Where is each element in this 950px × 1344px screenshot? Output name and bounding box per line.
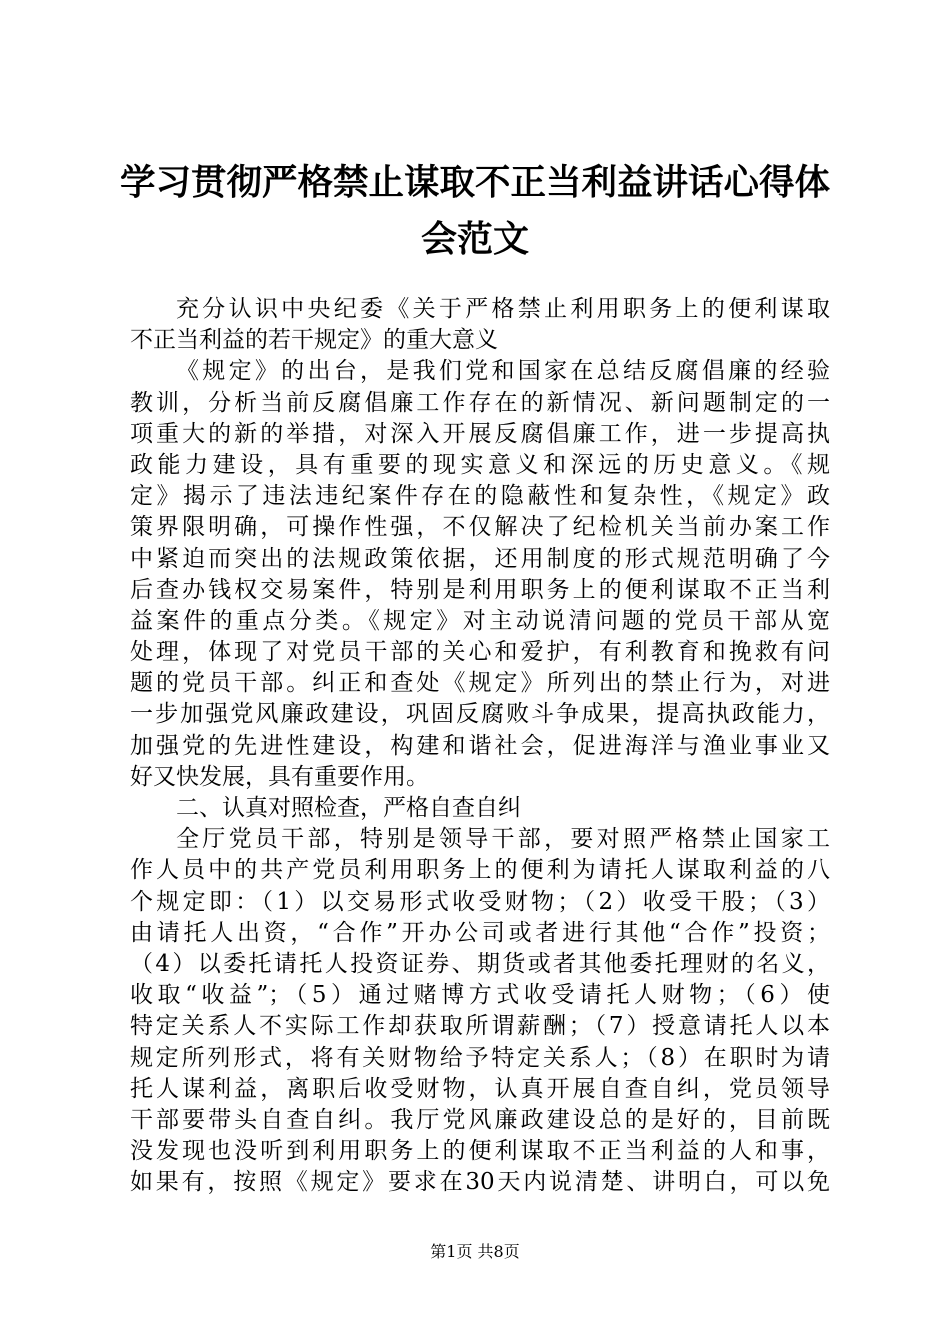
body-line: 作人员中的共产党员利用职务上的便利为请托人谋取利益的八 <box>130 857 830 884</box>
page-number-footer: 第1页 共8页 <box>430 1242 520 1261</box>
body-line: 益案件的重点分类。《规定》对主动说清问题的党员干部从宽 <box>130 607 830 634</box>
document-title-line-2: 会范文 <box>420 219 529 260</box>
body-line: 教训，分析当前反腐倡廉工作存在的新情况、新问题制定的一 <box>130 389 830 416</box>
body-line: 加强党的先进性建设，构建和谐社会，促进海洋与渔业事业又 <box>130 732 830 759</box>
body-line: 干部要带头自查自纠。我厅党风廉政建设总的是好的，目前既 <box>130 1106 830 1133</box>
body-line: 特定关系人不实际工作却获取所谓薪酬；（7）授意请托人以本 <box>130 1013 830 1040</box>
body-line: 定》揭示了违法违纪案件存在的隐蔽性和复杂性，《规定》政 <box>130 483 830 510</box>
body-line: 中紧迫而突出的法规政策依据，还用制度的形式规范明确了今 <box>130 545 830 572</box>
body-line: 题的党员干部。纠正和查处《规定》所列出的禁止行为，对进 <box>130 670 830 697</box>
body-line: 充分认识中央纪委《关于严格禁止利用职务上的便利谋取 <box>176 296 830 322</box>
body-line: 处理，体现了对党员干部的关心和爱护，有利教育和挽救有问 <box>130 639 830 666</box>
body-line: 托人谋利益，离职后收受财物，认真开展自查自纠，党员领导 <box>130 1075 830 1102</box>
body-line: 项重大的新的举措，对深入开展反腐倡廉工作，进一步提高执 <box>130 420 830 447</box>
body-line: 不正当利益的若干规定》的重大意义 <box>130 327 498 354</box>
body-line: 由请托人出资，“合作”开办公司或者进行其他“合作”投资； <box>130 919 830 946</box>
body-line: 好又快发展，具有重要作用。 <box>130 763 429 790</box>
body-line: 一步加强党风廉政建设，巩固反腐败斗争成果，提高执政能力， <box>130 701 830 728</box>
body-line: （4）以委托请托人投资证券、期货或者其他委托理财的名义， <box>130 950 830 977</box>
body-line: 《规定》的出台，是我们党和国家在总结反腐倡廉的经验 <box>176 358 830 385</box>
body-line: 规定所列形式，将有关财物给予特定关系人；（8）在职时为请 <box>130 1044 830 1071</box>
body-line: 后查办钱权交易案件，特别是利用职务上的便利谋取不正当利 <box>130 576 830 603</box>
body-line: 全厅党员干部，特别是领导干部，要对照严格禁止国家工 <box>176 826 830 853</box>
body-line: 个规定即：（1）以交易形式收受财物；（2）收受干股；（3） <box>130 888 830 915</box>
document-body <box>130 294 830 1198</box>
body-line: 收取“收益”；（5）通过赌博方式收受请托人财物；（6）使 <box>130 982 830 1009</box>
document-title-line-1: 学习贯彻严格禁止谋取不正当利益讲话心得体 <box>120 162 831 203</box>
section-heading: 二、认真对照检查，严格自查自纠 <box>176 795 521 821</box>
body-line: 政能力建设，具有重要的现实意义和深远的历史意义。《规 <box>130 451 830 478</box>
body-line: 策界限明确，可操作性强，不仅解决了纪检机关当前办案工作 <box>130 514 830 541</box>
body-line: 如果有，按照《规定》要求在30天内说清楚、讲明白，可以免 <box>130 1169 830 1196</box>
body-line: 没发现也没听到利用职务上的便利谋取不正当利益的人和事， <box>130 1138 830 1165</box>
